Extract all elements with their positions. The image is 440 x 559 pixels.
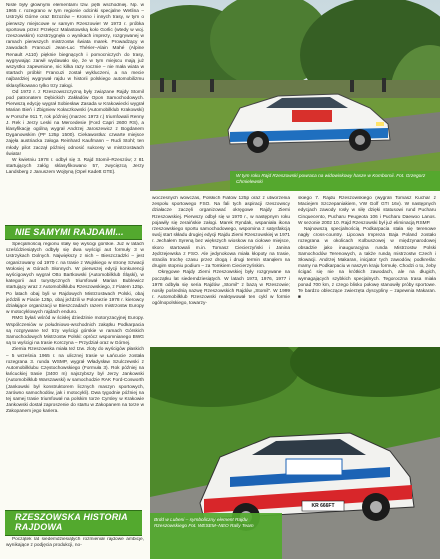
section-heading-rajdami xyxy=(5,225,142,240)
column1-middle-text xyxy=(6,242,144,505)
photo-caption-top: W tym roku Rajd Rzeszowski powraca na widowiskowy hasze w Kombornii. Fot. Grzegorz Chmielewski xyxy=(236,174,426,185)
rally-car-illustration xyxy=(150,0,440,191)
paragraph: Nisle były głównymi elementami tzw. pętli wschodniej. Np. w 1965 r. rozegrano w tym regionie odcinki specjalne Wetlina – Ustrzyki Górne oraz Brzozów – Krosno i innych trasy, w tym o pierwszy miejscowe w samym Rzeszowie! W 1973 r. próbka sportowa przez Przełęcz Malastowską koło Gorlic (wtedy w woj. rzeszowskim) rozstrzygnęła o wynikach imprezy, rozgrywanej w ramach pierwszych mistrzostw świata marek. Prowadzący w zawodach Francuzi Jean-Luc Thérier–Alain Mahé (Alpine Renault A110) pięknie biegnących i pomocniczych do trasy, wygrywając zarwił wydawało się, że w tym miejscu mają już wszystko zapewnione, nic kilka razy rocznie – nie mała wiata w startach próbki! Francuzi został wykluczeni, a na mecie najbardziej wygrywał rajdu w historii polskiego automobilizmu sklasyfikowano tylko trzy załogi. xyxy=(6,3,144,89)
section-heading-text: RZESZOWSKA HISTORIA RAJDOWA xyxy=(15,512,128,532)
paragraph: W kwietniu 1978 r. odbył się 3. Rajd Stomil–Rzeszów; z 81 startujących załóg sklasyfikowano 57, zwycięzcą Jerzy Landsberg z Januszem Wojtyną (Opel Kadett GTE). xyxy=(6,158,144,176)
photo-caption-bottom: Brdd w Lubeni – symboliczny element Rajdu Rzeszowskiego Fot. WESEM–NEO Rally Team xyxy=(154,518,254,529)
paragraph: woczesnych wówczas, Polskich Fiatów 125p oraz z utworzenia zespołu sportowego FSO. Na fali tych aspiracji rzeszowscy działacze zaczęli organizować okręgowe Rajdy Ziemi Rzeszowskiej. Pierwszy odbył się w 1970 r., w następnym roku pojawiły się zeraińskie załogi. Marek Ryndak, wspaniała ikona rzeszowskiego sportu samochodowego, wspomina z satysfakcją swój start składu drugiej edycji Rajdu Ziemi Rzeszowskiej w 1971 r. Jechałem Syreną bez większych wioskow na ciołowe miejsce, skoro startowali m.in. Tomasz Ciecierzyński i Janina Jędrzejewska z FSO. Ale jedynokowa miała kłopoty na trasie, straciła trochę czasu przez drogą i drugi termin stanąłem na drugim stopniu podium – za Tomkiem Ciecierzyńskim. xyxy=(152,196,290,270)
paragraph: skiego 7. Rajdu Rzeszowskiego (wygrali Tomasz Kuchar z Maciejem Szczepaniakiem, VW Golf GTI 16v). W następnych edycjach zawody rosły w siłę dzięki statusowi rund Pucharu Cinquecento, Pucharu Peugeota 106 i Pucharu Daewoo Lanos. W sezonie 2002 10. Rajd Rzeszowski był już eliminacją RSMP. xyxy=(298,196,436,226)
column2-text xyxy=(152,196,290,344)
rally-car-photo-top xyxy=(150,0,440,191)
column3-text xyxy=(298,196,436,344)
license-plate: KR 666FT xyxy=(311,503,335,509)
section-heading-text: NIE SAMYMI RAJDAMI... xyxy=(15,227,124,237)
paragraph: Od 1972 r. z Rzeszowszczyzną były związane Rajdy Stomil pod patronatem Dębickich Zakładów Opon Samochodowych. Pierwszą edycję wygrał Sobiesław Zasada w Krakowiecki wygrał Marian Bień i Zbigniew Kołaczkowski (Automobilklub Krakowski) w Porsche 911 T, rok później (marzec 1973 r.) triumfowali Renny J. Rek i Jerzy Leski na Mercedesie (Ford Capri 2600 RS), a klasyfikację ogólną wygrał Andrzej Jaroszewicz z Bogdanem Dyganowskim (PF 125p 1500). Ciekawostka: czwarte miejsce zajęła austriacka załoga Reinhard Kaufmann – Rudi Stohl; ten młody pilot zaczął później odnosić sukcesy w mistrzostwach świata! xyxy=(6,89,144,157)
paragraph: Najnowszą specjalnością Podkarpacia stała się terenowe nagły cross-country. Lipcowa Impreza Baja Poland zostało rozegrana w okolicach Kolbuszowej w międzynarodowej obsadzie jako inauguracyjna runda Mistrzostw Polski Samochodów Terenowych, a także rundą mistrzostw Czech i Słowacji. Andrzej Makaran, inicjator tych zawodów, podkreśla: mamy na Podkarpaciu w naszym kraju formułę. Chodzi o to, żeby ścigać się nie na krótkich zawodach, ale na długich, wymagających szybkich specjalnych. Tegoroczna trasa miała ponad 700 km, z czego blisko połowę stanowiły próby sportowe. Te bardzo obleczące zwierzęta dyscypliny – zapewnia Makaran. ■ xyxy=(298,227,436,301)
column1-bottom-text xyxy=(6,537,144,557)
paragraph: Ziemia Rzeszowska miała też tzw. zloty do wyścigów płaskich – 5 września 1965 r. na ulicznej trasie w Łańcucie została rozegrana 3. runda WSMP, wygrał Władysław Szulczewski z Automobilklubu Częstochowskiego (Formuła 3). Rok później na łańcuckiej trasie (3400 m) najszybszy był Jerzy Jankowski (Automobilklub Warszawski) w samochodzie RAK Ford-Cosworth (Jankowski był konstruktorem licznych maszyn sportowych, zarówno samochodów, jak i motocykli). Dwa tygodnie później na tej samej trasie triumfował na polskim torze Cyrsley w Krakowie Jankowski dostał zaproszenie do startu w Zakopanem na torze w Zakopanem jego kariera. xyxy=(6,347,144,415)
section-heading-historia xyxy=(5,510,142,536)
paragraph: Specjalnością regionu stały się wyścigi górskie. Już w latach sześćdziesiątych odbyły się dwa wyścigi aut formuły 3 w Ustrzykach Dolnych. Największy z nich – Bieszczadzki – jest organizowany od 1970 r. na trasie z Wujskiego w stronę Szwacji Wołosiej w Górach Słonnych. W pierwszej edycji konkurencji wyścigowych wygrał Otto Bartkowski (Automobilklub Śląski), w kategorii aut turystycznych triumfował Marian Bublewicz startujący wraz z Automobilklubu Rzeszowskiego, z Fiatem 125p. Po latach obaj byli w Rajdowych Mistrzostwach Polski, obaj jeździli w Fiacie 125p, obaj jeździli w Polonezie 1978 r. kierowcy działające organizacji w Bieszczadach razem mistrzostw Europy w motocyklowych rajdach enduro. xyxy=(6,242,144,316)
paragraph: RMG byłaś wśród w ścisłej dziedzinie motoryzacyjnej Europy. Wspólczeniów w południowo-wschodnich zakątku Podkarpacia są rozgrywane też trzy wyścigi górskie w ramach Górskich Samochodowych Mistrzostw Polski: oprócz wspomnianego BWG są to wyścigi na trasie Korczyna – Przydział oraz w Górnej. xyxy=(6,316,144,347)
paragraph: Okręgowe Rajdy Ziemi Rzeszowskiej były rozgrywane na początku lat siedemdziesiątych. W latach 1973, 1976, 1977 i 1978 odbyła się seria Rajdów „Stomil” z bazą w Rzeszowie; nosiły pośrednią nazwę Rzeszowskich Rajdów „Stomil”. W 1999 r. Automobilklub Rzeszowski reaktywował ten cykl w formie ogólnopolskiego, towarzy- xyxy=(152,270,290,307)
column1-top-text xyxy=(6,3,144,224)
paragraph: Początek lat siedemdziesiątych rozmieniał rajdowe ambicje, wynikające z podjęcia produkcji, no- xyxy=(6,537,144,549)
